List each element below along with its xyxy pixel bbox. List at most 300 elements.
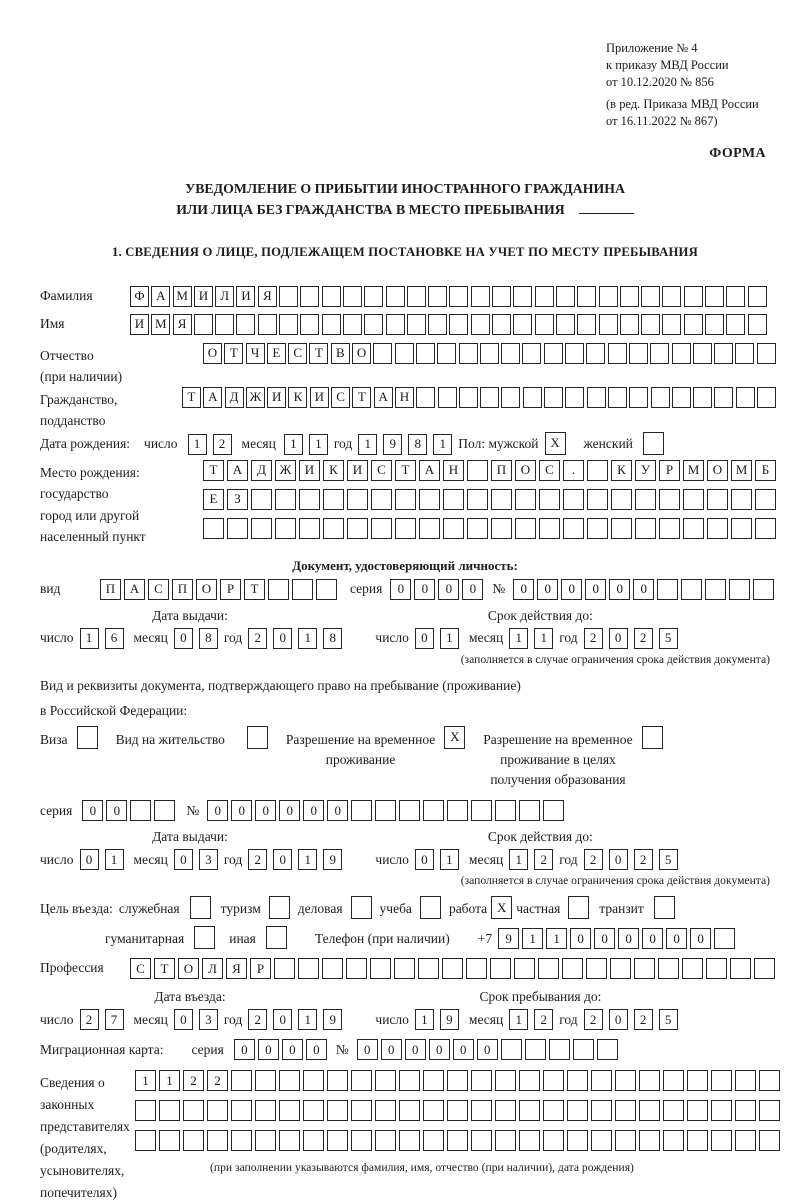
purpose-other-checkbox[interactable] xyxy=(266,926,287,949)
form-cell[interactable]: Я xyxy=(258,286,277,307)
form-cell[interactable] xyxy=(428,286,447,307)
form-cell[interactable] xyxy=(495,800,516,821)
form-cell[interactable] xyxy=(303,1070,324,1091)
form-cell[interactable]: 0 xyxy=(415,849,434,870)
form-cell[interactable] xyxy=(535,286,554,307)
form-cell[interactable]: З xyxy=(227,489,248,510)
form-cell[interactable] xyxy=(731,518,752,539)
form-cell[interactable] xyxy=(711,1130,732,1151)
form-cell[interactable]: 1 xyxy=(80,628,99,649)
form-cell[interactable] xyxy=(492,286,511,307)
form-cell[interactable] xyxy=(447,1100,468,1121)
purpose-work-checkbox[interactable]: X xyxy=(491,896,512,919)
form-cell[interactable]: 7 xyxy=(105,1009,124,1030)
form-cell[interactable]: У xyxy=(635,460,656,481)
form-cell[interactable] xyxy=(587,518,608,539)
form-cell[interactable] xyxy=(515,489,536,510)
form-cell[interactable] xyxy=(539,489,560,510)
form-cell[interactable] xyxy=(135,1130,156,1151)
form-cell[interactable]: 0 xyxy=(633,579,654,600)
form-cell[interactable] xyxy=(755,489,776,510)
form-cell[interactable]: О xyxy=(178,958,199,979)
form-cell[interactable]: 1 xyxy=(509,628,528,649)
form-cell[interactable]: 0 xyxy=(570,928,591,949)
purpose-transit-checkbox[interactable] xyxy=(654,896,675,919)
form-cell[interactable]: А xyxy=(151,286,170,307)
form-cell[interactable]: 2 xyxy=(534,849,553,870)
form-cell[interactable]: С xyxy=(148,579,169,600)
form-cell[interactable] xyxy=(491,518,512,539)
form-cell[interactable] xyxy=(629,343,648,364)
form-cell[interactable]: 9 xyxy=(323,849,342,870)
form-cell[interactable] xyxy=(639,1070,660,1091)
form-cell[interactable]: 1 xyxy=(358,434,377,455)
form-cell[interactable]: 0 xyxy=(609,579,630,600)
form-cell[interactable] xyxy=(375,1100,396,1121)
form-cell[interactable]: 0 xyxy=(594,928,615,949)
form-cell[interactable] xyxy=(299,489,320,510)
form-cell[interactable] xyxy=(471,314,490,335)
form-cell[interactable] xyxy=(753,579,774,600)
form-cell[interactable] xyxy=(684,314,703,335)
form-cell[interactable] xyxy=(323,489,344,510)
form-cell[interactable] xyxy=(523,387,542,408)
form-cell[interactable] xyxy=(371,489,392,510)
form-cell[interactable] xyxy=(395,343,414,364)
form-cell[interactable] xyxy=(683,518,704,539)
form-cell[interactable] xyxy=(480,387,499,408)
form-cell[interactable] xyxy=(577,314,596,335)
form-cell[interactable]: И xyxy=(267,387,286,408)
form-cell[interactable] xyxy=(364,286,383,307)
form-cell[interactable] xyxy=(322,286,341,307)
form-cell[interactable]: Ф xyxy=(130,286,149,307)
form-cell[interactable]: К xyxy=(288,387,307,408)
form-cell[interactable] xyxy=(693,343,712,364)
form-cell[interactable] xyxy=(683,489,704,510)
form-cell[interactable] xyxy=(471,800,492,821)
form-cell[interactable]: 1 xyxy=(298,628,317,649)
form-cell[interactable] xyxy=(565,387,584,408)
form-cell[interactable] xyxy=(759,1070,780,1091)
form-cell[interactable]: 0 xyxy=(405,1039,426,1060)
form-cell[interactable] xyxy=(726,286,745,307)
form-cell[interactable] xyxy=(394,958,415,979)
form-cell[interactable] xyxy=(563,489,584,510)
form-cell[interactable]: Т xyxy=(224,343,243,364)
form-cell[interactable] xyxy=(438,387,457,408)
form-cell[interactable]: Н xyxy=(395,387,414,408)
form-cell[interactable]: 2 xyxy=(248,849,267,870)
form-cell[interactable]: О xyxy=(352,343,371,364)
form-cell[interactable] xyxy=(279,1100,300,1121)
form-cell[interactable] xyxy=(300,314,319,335)
form-cell[interactable] xyxy=(757,387,776,408)
form-cell[interactable] xyxy=(471,1100,492,1121)
form-cell[interactable] xyxy=(599,286,618,307)
form-cell[interactable] xyxy=(299,518,320,539)
form-cell[interactable]: П xyxy=(100,579,121,600)
form-cell[interactable] xyxy=(375,1070,396,1091)
form-cell[interactable]: 5 xyxy=(659,849,678,870)
form-cell[interactable]: 8 xyxy=(199,628,218,649)
form-cell[interactable] xyxy=(442,958,463,979)
form-cell[interactable]: И xyxy=(299,460,320,481)
form-cell[interactable] xyxy=(651,387,670,408)
form-cell[interactable] xyxy=(399,800,420,821)
form-cell[interactable]: О xyxy=(196,579,217,600)
form-cell[interactable]: . xyxy=(563,460,584,481)
form-cell[interactable]: 0 xyxy=(690,928,711,949)
form-cell[interactable] xyxy=(513,314,532,335)
form-cell[interactable] xyxy=(591,1130,612,1151)
form-cell[interactable] xyxy=(419,518,440,539)
form-cell[interactable]: 3 xyxy=(199,849,218,870)
purpose-official-checkbox[interactable] xyxy=(190,896,211,919)
form-cell[interactable]: А xyxy=(227,460,248,481)
form-cell[interactable] xyxy=(443,489,464,510)
form-cell[interactable]: 0 xyxy=(453,1039,474,1060)
form-cell[interactable] xyxy=(203,518,224,539)
form-cell[interactable] xyxy=(292,579,313,600)
form-cell[interactable]: 0 xyxy=(429,1039,450,1060)
form-cell[interactable] xyxy=(351,1100,372,1121)
form-cell[interactable] xyxy=(662,314,681,335)
form-cell[interactable] xyxy=(565,343,584,364)
form-cell[interactable] xyxy=(663,1130,684,1151)
form-cell[interactable]: Р xyxy=(250,958,271,979)
form-cell[interactable]: 0 xyxy=(273,628,292,649)
form-cell[interactable] xyxy=(706,958,727,979)
form-cell[interactable] xyxy=(231,1130,252,1151)
form-cell[interactable] xyxy=(255,1100,276,1121)
form-cell[interactable] xyxy=(573,1039,594,1060)
form-cell[interactable]: 1 xyxy=(298,849,317,870)
form-cell[interactable] xyxy=(135,1100,156,1121)
form-cell[interactable]: 0 xyxy=(642,928,663,949)
form-cell[interactable] xyxy=(298,958,319,979)
form-cell[interactable]: 1 xyxy=(415,1009,434,1030)
form-cell[interactable] xyxy=(407,286,426,307)
form-cell[interactable] xyxy=(459,387,478,408)
form-cell[interactable] xyxy=(416,387,435,408)
form-cell[interactable]: О xyxy=(515,460,536,481)
form-cell[interactable] xyxy=(255,1130,276,1151)
form-cell[interactable]: 0 xyxy=(513,579,534,600)
form-cell[interactable] xyxy=(399,1100,420,1121)
form-cell[interactable] xyxy=(635,518,656,539)
edu-permit-checkbox[interactable] xyxy=(642,726,663,749)
form-cell[interactable] xyxy=(681,579,702,600)
form-cell[interactable]: К xyxy=(323,460,344,481)
form-cell[interactable]: Т xyxy=(309,343,328,364)
form-cell[interactable] xyxy=(539,518,560,539)
form-cell[interactable]: 9 xyxy=(440,1009,459,1030)
form-cell[interactable] xyxy=(274,958,295,979)
form-cell[interactable]: 2 xyxy=(634,1009,653,1030)
form-cell[interactable] xyxy=(522,343,541,364)
form-cell[interactable] xyxy=(327,1100,348,1121)
form-cell[interactable] xyxy=(327,1130,348,1151)
form-cell[interactable] xyxy=(608,387,627,408)
form-cell[interactable] xyxy=(351,1070,372,1091)
form-cell[interactable]: К xyxy=(611,460,632,481)
form-cell[interactable]: Т xyxy=(352,387,371,408)
form-cell[interactable] xyxy=(535,314,554,335)
form-cell[interactable] xyxy=(525,1039,546,1060)
form-cell[interactable]: О xyxy=(707,460,728,481)
form-cell[interactable] xyxy=(610,958,631,979)
form-cell[interactable]: А xyxy=(203,387,222,408)
form-cell[interactable] xyxy=(480,343,499,364)
purpose-humanitarian-checkbox[interactable] xyxy=(194,926,215,949)
form-cell[interactable] xyxy=(375,1130,396,1151)
form-cell[interactable]: 2 xyxy=(584,1009,603,1030)
form-cell[interactable]: 2 xyxy=(584,628,603,649)
form-cell[interactable] xyxy=(735,1070,756,1091)
form-cell[interactable] xyxy=(755,518,776,539)
form-cell[interactable]: Ж xyxy=(275,460,296,481)
form-cell[interactable] xyxy=(471,1130,492,1151)
form-cell[interactable]: 0 xyxy=(618,928,639,949)
form-cell[interactable] xyxy=(641,286,660,307)
form-cell[interactable]: 2 xyxy=(584,849,603,870)
form-cell[interactable]: 0 xyxy=(174,1009,193,1030)
form-cell[interactable] xyxy=(659,518,680,539)
form-cell[interactable] xyxy=(543,1100,564,1121)
form-cell[interactable] xyxy=(519,1130,540,1151)
form-cell[interactable] xyxy=(672,387,691,408)
form-cell[interactable] xyxy=(663,1070,684,1091)
form-cell[interactable]: 5 xyxy=(659,628,678,649)
form-cell[interactable] xyxy=(714,387,733,408)
form-cell[interactable] xyxy=(347,489,368,510)
form-cell[interactable] xyxy=(705,286,724,307)
form-cell[interactable] xyxy=(615,1070,636,1091)
form-cell[interactable] xyxy=(343,314,362,335)
form-cell[interactable] xyxy=(543,1130,564,1151)
form-cell[interactable]: 8 xyxy=(323,628,342,649)
form-cell[interactable]: Р xyxy=(220,579,241,600)
form-cell[interactable] xyxy=(207,1100,228,1121)
form-cell[interactable]: И xyxy=(347,460,368,481)
form-cell[interactable] xyxy=(303,1100,324,1121)
form-cell[interactable] xyxy=(577,286,596,307)
form-cell[interactable] xyxy=(279,286,298,307)
form-cell[interactable] xyxy=(714,928,735,949)
form-cell[interactable]: В xyxy=(331,343,350,364)
form-cell[interactable]: 0 xyxy=(273,1009,292,1030)
form-cell[interactable] xyxy=(449,286,468,307)
form-cell[interactable] xyxy=(300,286,319,307)
form-cell[interactable] xyxy=(275,489,296,510)
form-cell[interactable]: 2 xyxy=(80,1009,99,1030)
form-cell[interactable]: 0 xyxy=(609,849,628,870)
form-cell[interactable]: 1 xyxy=(284,434,303,455)
form-cell[interactable]: 1 xyxy=(509,1009,528,1030)
form-cell[interactable] xyxy=(513,286,532,307)
form-cell[interactable] xyxy=(514,958,535,979)
form-cell[interactable] xyxy=(255,1070,276,1091)
form-cell[interactable] xyxy=(351,800,372,821)
form-cell[interactable] xyxy=(279,1130,300,1151)
form-cell[interactable]: О xyxy=(203,343,222,364)
form-cell[interactable] xyxy=(495,1130,516,1151)
form-cell[interactable]: 0 xyxy=(273,849,292,870)
form-cell[interactable]: А xyxy=(374,387,393,408)
form-cell[interactable] xyxy=(759,1130,780,1151)
form-cell[interactable] xyxy=(159,1130,180,1151)
form-cell[interactable]: 2 xyxy=(207,1070,228,1091)
form-cell[interactable] xyxy=(591,1070,612,1091)
form-cell[interactable] xyxy=(730,958,751,979)
form-cell[interactable] xyxy=(447,800,468,821)
form-cell[interactable] xyxy=(322,314,341,335)
form-cell[interactable] xyxy=(395,518,416,539)
form-cell[interactable]: 0 xyxy=(415,628,434,649)
form-cell[interactable]: П xyxy=(491,460,512,481)
form-cell[interactable] xyxy=(687,1130,708,1151)
form-cell[interactable] xyxy=(215,314,234,335)
form-cell[interactable] xyxy=(130,800,151,821)
form-cell[interactable] xyxy=(599,314,618,335)
form-cell[interactable] xyxy=(467,489,488,510)
form-cell[interactable] xyxy=(556,286,575,307)
form-cell[interactable] xyxy=(587,460,608,481)
form-cell[interactable] xyxy=(395,489,416,510)
form-cell[interactable] xyxy=(428,314,447,335)
form-cell[interactable] xyxy=(735,343,754,364)
form-cell[interactable] xyxy=(437,343,456,364)
form-cell[interactable] xyxy=(386,314,405,335)
form-cell[interactable]: И xyxy=(310,387,329,408)
form-cell[interactable]: А xyxy=(419,460,440,481)
female-checkbox[interactable] xyxy=(643,432,664,455)
form-cell[interactable] xyxy=(423,1070,444,1091)
form-cell[interactable] xyxy=(754,958,775,979)
form-cell[interactable] xyxy=(471,1070,492,1091)
form-cell[interactable]: М xyxy=(731,460,752,481)
form-cell[interactable]: 2 xyxy=(634,628,653,649)
form-cell[interactable]: 1 xyxy=(433,434,452,455)
form-cell[interactable]: 0 xyxy=(279,800,300,821)
form-cell[interactable]: Б xyxy=(755,460,776,481)
form-cell[interactable]: 2 xyxy=(213,434,232,455)
form-cell[interactable] xyxy=(159,1100,180,1121)
form-cell[interactable]: 0 xyxy=(282,1039,303,1060)
form-cell[interactable] xyxy=(447,1130,468,1151)
form-cell[interactable]: 9 xyxy=(383,434,402,455)
form-cell[interactable]: 6 xyxy=(105,628,124,649)
form-cell[interactable] xyxy=(707,489,728,510)
form-cell[interactable]: Е xyxy=(203,489,224,510)
form-cell[interactable] xyxy=(543,800,564,821)
form-cell[interactable] xyxy=(194,314,213,335)
form-cell[interactable] xyxy=(682,958,703,979)
form-cell[interactable] xyxy=(519,800,540,821)
form-cell[interactable] xyxy=(418,958,439,979)
form-cell[interactable]: М xyxy=(151,314,170,335)
form-cell[interactable]: 0 xyxy=(462,579,483,600)
form-cell[interactable] xyxy=(236,314,255,335)
purpose-tourism-checkbox[interactable] xyxy=(269,896,290,919)
form-cell[interactable] xyxy=(620,314,639,335)
form-cell[interactable] xyxy=(386,286,405,307)
form-cell[interactable]: М xyxy=(683,460,704,481)
form-cell[interactable]: П xyxy=(172,579,193,600)
male-checkbox[interactable]: X xyxy=(545,432,566,455)
form-cell[interactable] xyxy=(423,1130,444,1151)
form-cell[interactable] xyxy=(597,1039,618,1060)
form-cell[interactable]: 1 xyxy=(309,434,328,455)
form-cell[interactable]: Р xyxy=(659,460,680,481)
form-cell[interactable] xyxy=(567,1130,588,1151)
form-cell[interactable] xyxy=(556,314,575,335)
form-cell[interactable]: 0 xyxy=(255,800,276,821)
form-cell[interactable] xyxy=(373,343,392,364)
form-cell[interactable] xyxy=(183,1130,204,1151)
form-cell[interactable]: И xyxy=(236,286,255,307)
form-cell[interactable]: 2 xyxy=(534,1009,553,1030)
form-cell[interactable] xyxy=(279,1070,300,1091)
form-cell[interactable] xyxy=(279,314,298,335)
form-cell[interactable] xyxy=(490,958,511,979)
form-cell[interactable]: Л xyxy=(215,286,234,307)
form-cell[interactable] xyxy=(707,518,728,539)
form-cell[interactable]: 0 xyxy=(303,800,324,821)
form-cell[interactable] xyxy=(562,958,583,979)
purpose-business-checkbox[interactable] xyxy=(351,896,372,919)
form-cell[interactable]: И xyxy=(194,286,213,307)
form-cell[interactable] xyxy=(303,1130,324,1151)
form-cell[interactable] xyxy=(501,343,520,364)
form-cell[interactable] xyxy=(443,518,464,539)
form-cell[interactable] xyxy=(407,314,426,335)
temp-permit-checkbox[interactable]: X xyxy=(444,726,465,749)
form-cell[interactable] xyxy=(672,343,691,364)
form-cell[interactable]: С xyxy=(371,460,392,481)
form-cell[interactable]: 0 xyxy=(258,1039,279,1060)
form-cell[interactable] xyxy=(316,579,337,600)
form-cell[interactable] xyxy=(587,489,608,510)
form-cell[interactable] xyxy=(459,343,478,364)
form-cell[interactable] xyxy=(659,489,680,510)
form-cell[interactable] xyxy=(423,800,444,821)
form-cell[interactable] xyxy=(275,518,296,539)
form-cell[interactable] xyxy=(364,314,383,335)
form-cell[interactable] xyxy=(231,1100,252,1121)
form-cell[interactable] xyxy=(729,579,750,600)
form-cell[interactable] xyxy=(591,1100,612,1121)
form-cell[interactable] xyxy=(544,343,563,364)
form-cell[interactable] xyxy=(611,489,632,510)
form-cell[interactable] xyxy=(705,579,726,600)
form-cell[interactable] xyxy=(519,1070,540,1091)
form-cell[interactable] xyxy=(563,518,584,539)
form-cell[interactable] xyxy=(684,286,703,307)
form-cell[interactable]: 0 xyxy=(414,579,435,600)
form-cell[interactable]: Е xyxy=(267,343,286,364)
form-cell[interactable] xyxy=(711,1070,732,1091)
form-cell[interactable]: 1 xyxy=(105,849,124,870)
form-cell[interactable] xyxy=(544,387,563,408)
form-cell[interactable] xyxy=(759,1100,780,1121)
form-cell[interactable]: Ж xyxy=(246,387,265,408)
form-cell[interactable] xyxy=(705,314,724,335)
form-cell[interactable]: 2 xyxy=(634,849,653,870)
form-cell[interactable]: Я xyxy=(226,958,247,979)
form-cell[interactable]: 0 xyxy=(609,1009,628,1030)
